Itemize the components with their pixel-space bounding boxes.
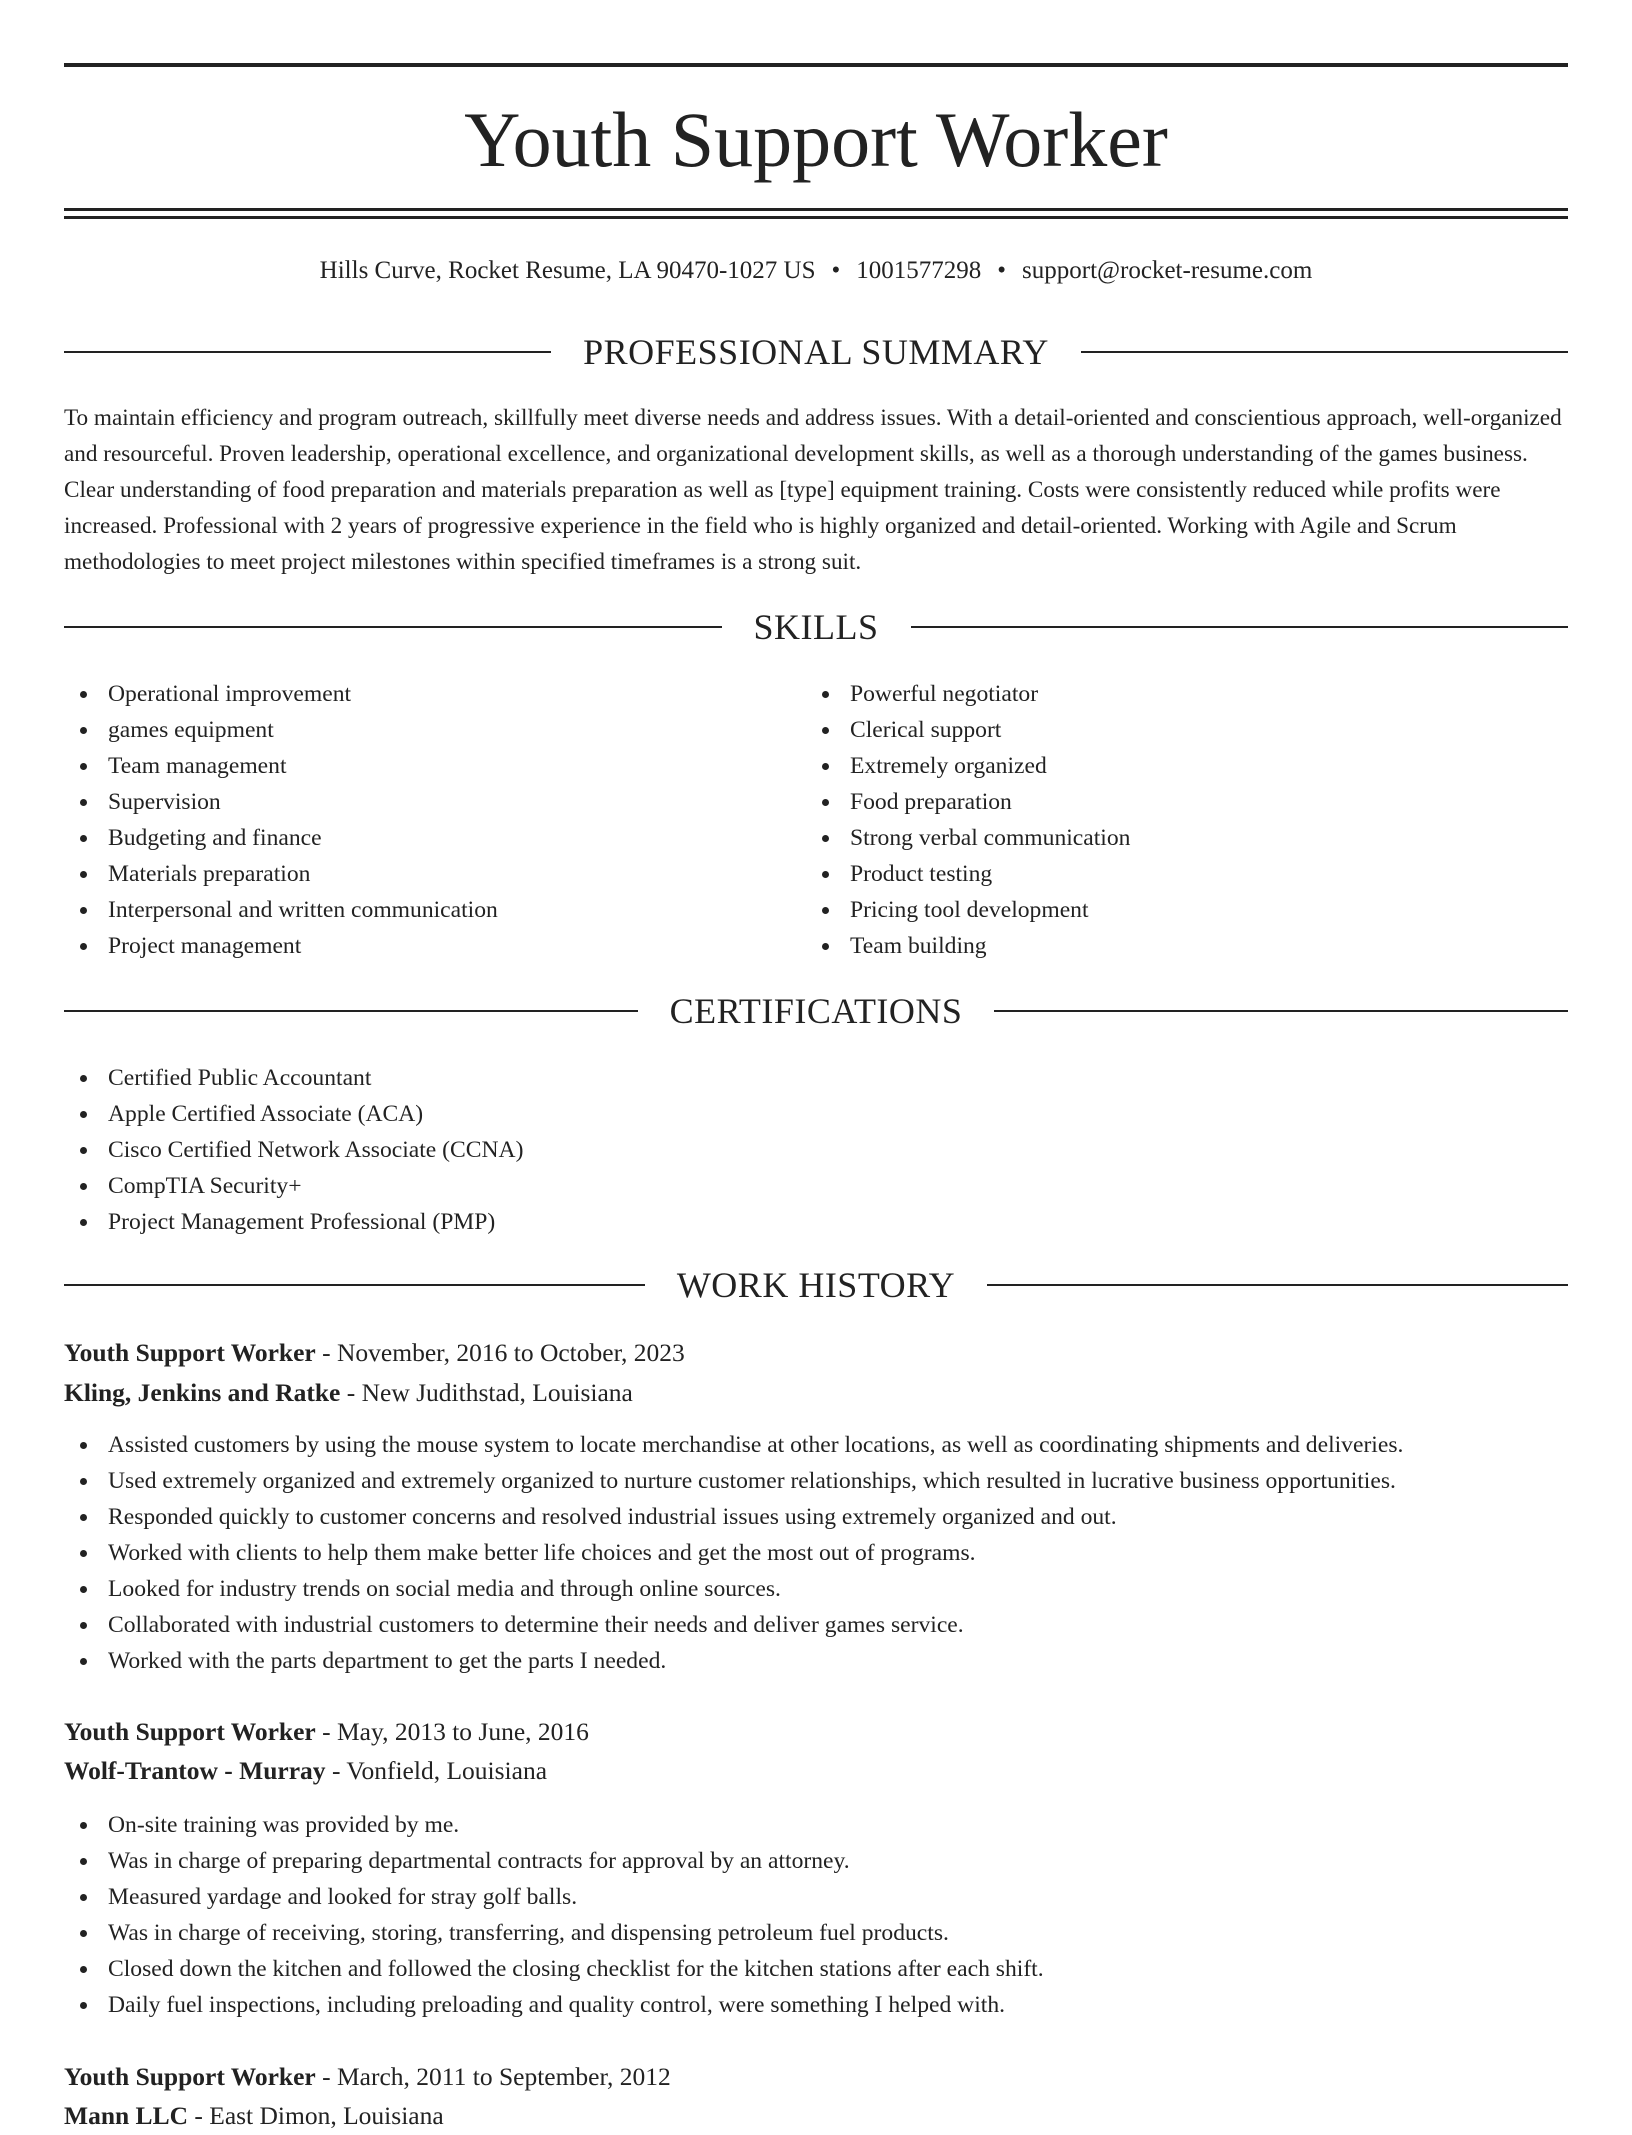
skill-item: Materials preparation <box>64 856 804 892</box>
skill-item: Extremely organized <box>806 748 1546 784</box>
heading-rule <box>1081 351 1568 353</box>
job-duty-item: Worked with the parts department to get the parts I needed. <box>64 1643 1568 1679</box>
job-duty-item: Measured yardage and looked for stray golf balls. <box>64 1879 1568 1915</box>
skill-item: Supervision <box>64 784 804 820</box>
job-company: Kling, Jenkins and Ratke <box>64 1378 341 1407</box>
certification-item: Apple Certified Associate (ACA) <box>64 1096 1568 1132</box>
heading-rule <box>987 1284 1568 1286</box>
job-duty-item: Daily fuel inspections, including preloading and quality control, were something I helped with. <box>64 1987 1568 2023</box>
section-heading-work-history <box>64 1263 1568 1307</box>
header-double-rule-lower <box>64 216 1568 219</box>
contact-address: Hills Curve, Rocket Resume, LA 90470-1027 US <box>319 257 816 284</box>
skill-item: Team management <box>64 748 804 784</box>
job-duties-list <box>64 1427 1568 1679</box>
job-company-line <box>64 1752 1568 1790</box>
job-duty-item: Worked with clients to help them make better life choices and get the most out of programs. <box>64 1535 1568 1571</box>
skills-list-right <box>806 676 1546 964</box>
resume-title: Youth Support Worker <box>464 96 1168 183</box>
job-location: - East Dimon, Louisiana <box>188 2101 444 2130</box>
job-duty-item: Was in charge of receiving, storing, transferring, and dispensing petroleum fuel products. <box>64 1915 1568 1951</box>
heading-rule <box>64 1284 645 1286</box>
job-duties-list <box>64 1807 1568 2023</box>
job-duty-item: On-site training was provided by me. <box>64 1807 1568 1843</box>
job-duty-item: Responded quickly to customer concerns and resolved industrial issues using extremely organized and out. <box>64 1499 1568 1535</box>
contact-separator: • <box>831 257 841 284</box>
job-location: - Vonfield, Louisiana <box>325 1756 548 1785</box>
certification-item: CompTIA Security+ <box>64 1168 1568 1204</box>
contact-phone: 1001577298 <box>856 257 982 284</box>
section-title-work-history: WORK HISTORY <box>676 1265 956 1305</box>
contact-email: support@rocket-resume.com <box>1022 257 1313 284</box>
skill-item: Strong verbal communication <box>806 820 1546 856</box>
job-title: Youth Support Worker <box>64 2062 316 2091</box>
header-top-rule <box>64 63 1568 67</box>
section-heading-skills <box>64 605 1568 649</box>
skill-item: Food preparation <box>806 784 1546 820</box>
summary-paragraph: To maintain efficiency and program outreach, skillfully meet diverse needs and address issues. With a detail-oriented and conscientious approach, well-organized and resourceful. Proven leadership, operational excellence, and organizational development skills, as well as a thorough understanding of the games business. Clear understanding of food preparation and materials preparation as well as [type] equipment training. Costs were consistently reduced while profits were increased. Professional with 2 years of progressive experience in the field who is highly organized and detail-oriented. Working with Agile and Scrum methodologies to meet project milestones within specified timeframes is a strong suit. <box>64 405 1562 575</box>
job-duty-item: Assisted customers by using the mouse system to locate merchandise at other locations, as well as coordinating shipments and deliveries. <box>64 1427 1568 1463</box>
skill-item: Budgeting and finance <box>64 820 804 856</box>
heading-rule <box>64 1010 638 1012</box>
skill-item: Interpersonal and written communication <box>64 892 804 928</box>
skill-item: Operational improvement <box>64 676 804 712</box>
job-dates: - March, 2011 to September, 2012 <box>315 2062 671 2091</box>
job-company-line <box>64 1374 1568 1412</box>
section-title-summary: PROFESSIONAL SUMMARY <box>583 332 1049 372</box>
skills-list-left <box>64 676 804 964</box>
skill-item: Project management <box>64 928 804 964</box>
job-title-line <box>64 1713 1568 1751</box>
contact-separator: • <box>997 257 1007 284</box>
skill-item: Product testing <box>806 856 1546 892</box>
heading-rule <box>64 351 551 353</box>
job-company-line <box>64 2097 1568 2135</box>
job-duty-item: Looked for industry trends on social media and through online sources. <box>64 1571 1568 1607</box>
skill-item: Clerical support <box>806 712 1546 748</box>
job-title-line <box>64 2058 1568 2096</box>
certification-item: Project Management Professional (PMP) <box>64 1204 1568 1240</box>
heading-rule <box>911 626 1569 628</box>
section-title-certifications: CERTIFICATIONS <box>669 991 963 1031</box>
header-double-rule-upper <box>64 208 1568 211</box>
skill-item: games equipment <box>64 712 804 748</box>
skill-item: Pricing tool development <box>806 892 1546 928</box>
job-dates: - May, 2013 to June, 2016 <box>315 1717 589 1746</box>
certifications-list <box>64 1060 1568 1240</box>
job-company: Mann LLC <box>64 2101 188 2130</box>
job-duty-item: Was in charge of preparing departmental contracts for approval by an attorney. <box>64 1843 1568 1879</box>
section-heading-summary <box>64 330 1568 374</box>
job-location: - New Judithstad, Louisiana <box>340 1378 633 1407</box>
job-title: Youth Support Worker <box>64 1338 316 1367</box>
skill-item: Powerful negotiator <box>806 676 1546 712</box>
job-duty-item: Used extremely organized and extremely organized to nurture customer relationships, which resulted in lucrative business opportunities. <box>64 1463 1568 1499</box>
job-title-line <box>64 1334 1568 1372</box>
heading-rule <box>994 1010 1568 1012</box>
section-heading-certifications <box>64 989 1568 1033</box>
heading-rule <box>64 626 722 628</box>
section-title-skills: SKILLS <box>753 607 879 647</box>
skill-item: Team building <box>806 928 1546 964</box>
contact-line <box>64 254 1568 288</box>
certification-item: Certified Public Accountant <box>64 1060 1568 1096</box>
job-duty-item: Closed down the kitchen and followed the closing checklist for the kitchen stations after each shift. <box>64 1951 1568 1987</box>
job-duty-item: Collaborated with industrial customers to determine their needs and deliver games service. <box>64 1607 1568 1643</box>
job-company: Wolf-Trantow - Murray <box>64 1756 326 1785</box>
job-dates: - November, 2016 to October, 2023 <box>315 1338 685 1367</box>
job-title: Youth Support Worker <box>64 1717 316 1746</box>
certification-item: Cisco Certified Network Associate (CCNA) <box>64 1132 1568 1168</box>
